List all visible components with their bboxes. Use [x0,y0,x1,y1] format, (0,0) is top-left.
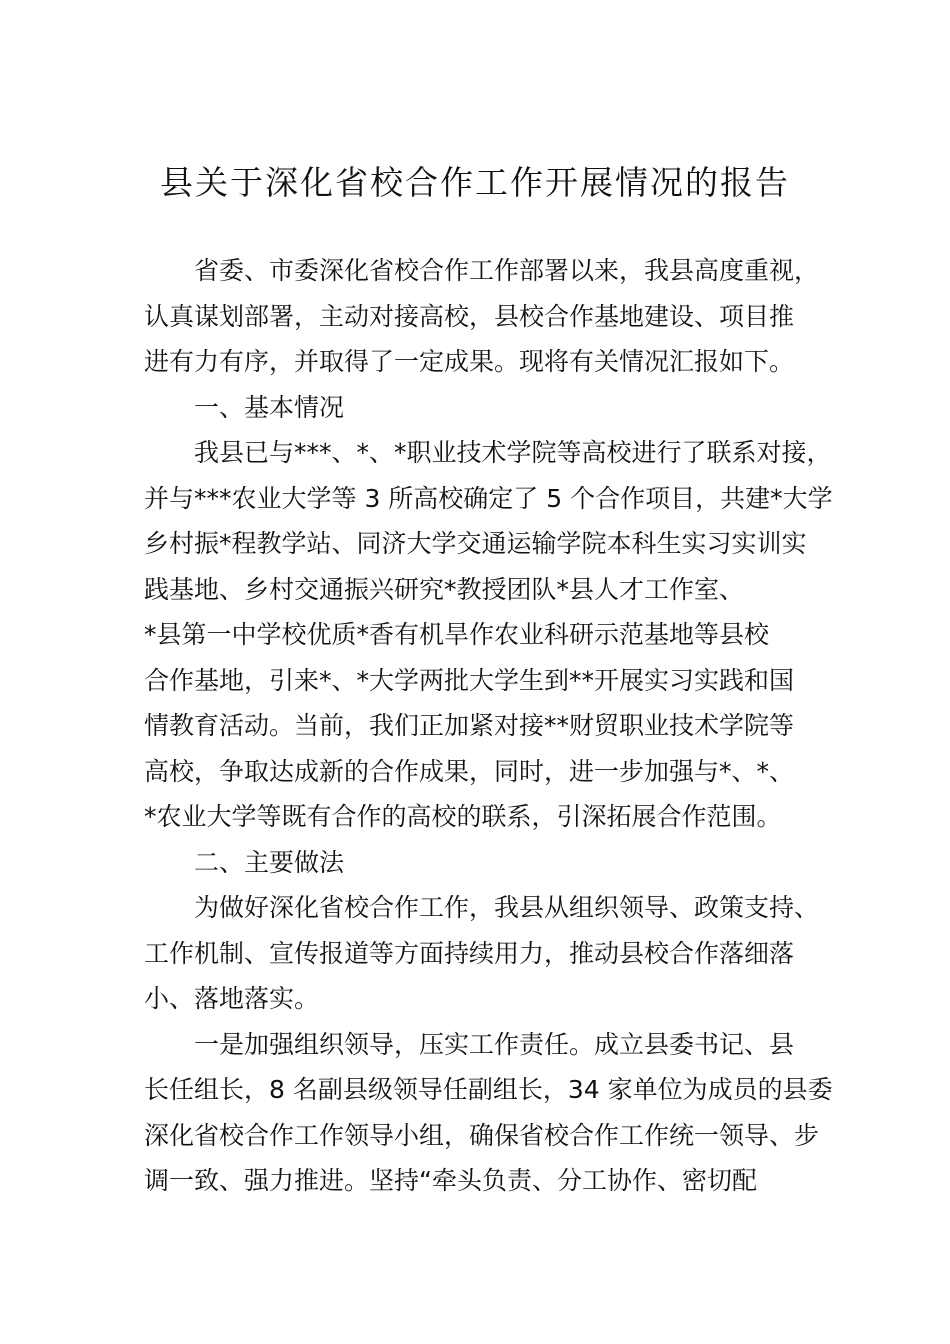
paragraph-line: 认真谋划部署，主动对接高校，县校合作基地建设、项目推 [144,301,795,331]
document-title: 县关于深化省校合作工作开展情况的报告 [160,163,790,202]
paragraph-line: *县第一中学校优质*香有机旱作农业科研示范基地等县校 [144,620,770,649]
paragraph-line: 调一致、强力推进。坚持“牵头负责、分工协作、密切配 [144,1166,757,1195]
document-body [144,248,834,1204]
paragraph-line: 进有力有序，并取得了一定成果。现将有关情况汇报如下。 [144,347,795,376]
section-heading: 一、基本情况 [194,392,345,422]
paragraph-line: 省委、市委深化省校合作工作部署以来，我县高度重视， [194,256,820,285]
paragraph-line: *农业大学等既有合作的高校的联系，引深拓展合作范围。 [144,802,782,831]
paragraph-line: 工作机制、宣传报道等方面持续用力，推动县校合作落细落 [144,938,795,968]
section-heading: 二、主要做法 [194,847,345,877]
paragraph-line: 践基地、乡村交通振兴研究*教授团队*县人才工作室、 [144,574,745,604]
paragraph-line: 深化省校合作工作领导小组，确保省校合作工作统一领导、步 [144,1120,820,1150]
paragraph-line: 小、落地落实。 [144,984,320,1013]
paragraph-line: 一是加强组织领导，压实工作责任。成立县委书记、县 [194,1029,795,1059]
paragraph-line: 长任组长，8 名副县级领导任副组长，34 家单位为成员的县委 [144,1075,833,1104]
paragraph-line: 乡村振*程教学站、同济大学交通运输学院本科生实习实训实 [144,529,807,558]
paragraph-line: 高校，争取达成新的合作成果，同时，进一步加强与*、*、 [144,756,795,786]
paragraph-line: 并与***农业大学等 3 所高校确定了 5 个合作项目，共建*大学 [144,483,833,513]
paragraph-line: 合作基地，引来*、*大学两批大学生到**开展实习实践和国 [144,665,795,695]
paragraph-line: 情教育活动。当前，我们正加紧对接**财贸职业技术学院等 [144,711,795,740]
paragraph-line: 我县已与***、*、*职业技术学院等高校进行了联系对接， [194,438,832,467]
paragraph-line: 为做好深化省校合作工作，我县从组织领导、政策支持、 [194,893,820,922]
